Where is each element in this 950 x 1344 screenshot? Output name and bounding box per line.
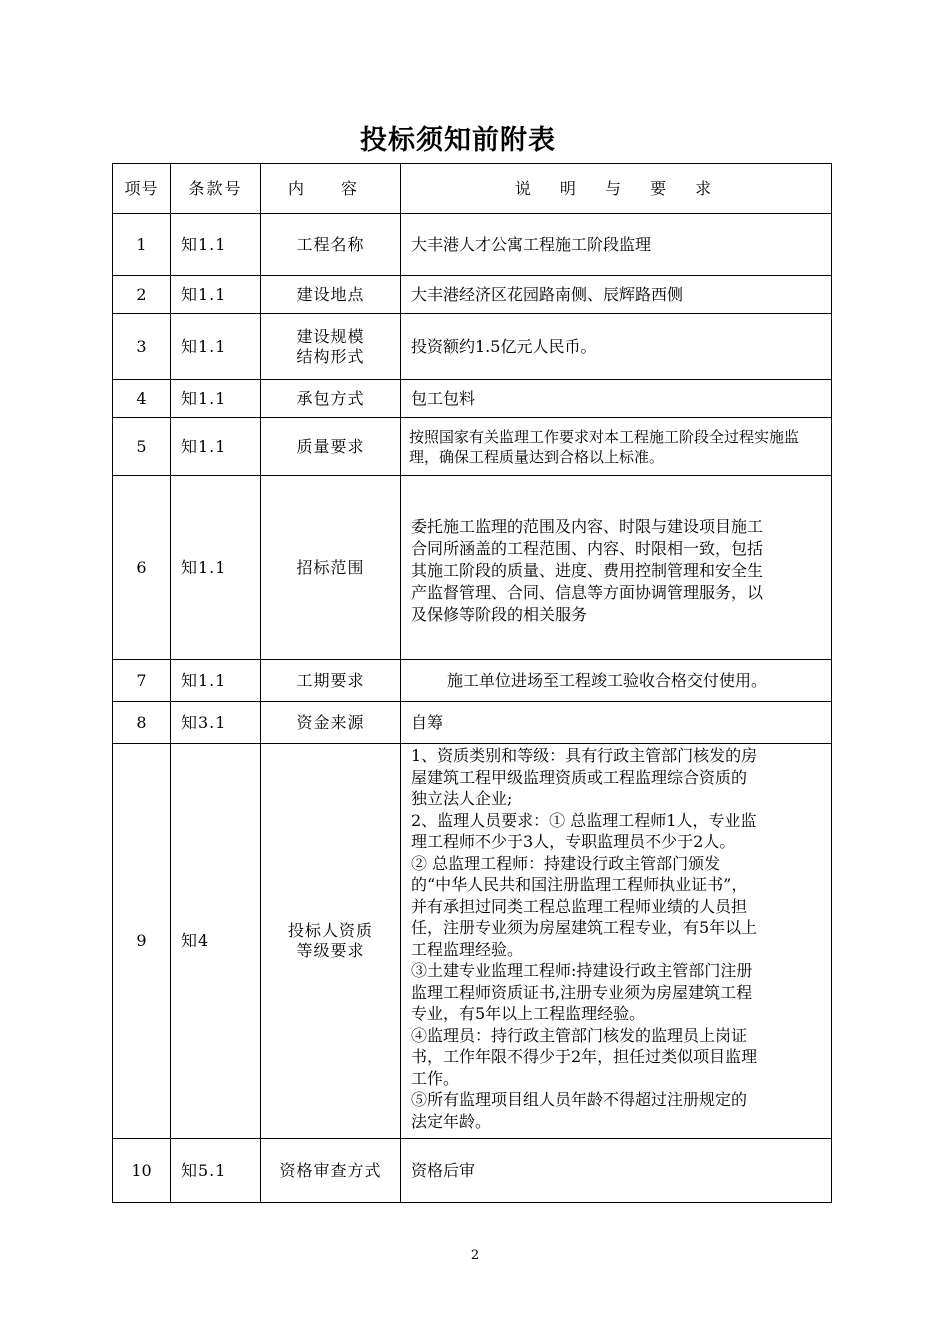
row-no: 9 <box>113 744 171 1139</box>
row-item-line: 投标人资质 <box>287 921 373 940</box>
row-desc: 大丰港人才公寓工程施工阶段监理 <box>401 214 832 276</box>
row-desc-line: 监理工程师资质证书,注册专业须为房屋建筑工程 <box>411 982 753 1002</box>
row-clause: 知4 <box>171 744 261 1139</box>
row-desc-line: 理工程师不少于3人，专职监理员不少于2人。 <box>411 832 736 851</box>
row-desc: 大丰港经济区花园路南侧、辰辉路西侧 <box>401 276 832 314</box>
row-clause: 知5.1 <box>171 1139 261 1203</box>
row-no: 3 <box>113 314 171 380</box>
row-item: 质量要求 <box>261 418 401 476</box>
row-desc-line: 独立法人企业; <box>411 789 513 808</box>
header-item: 内 容 <box>261 164 401 214</box>
row-desc-line: 委托施工监理的范围及内容、时限与建设项目施工 <box>411 517 764 536</box>
row-item <box>261 744 401 1139</box>
row-clause: 知1.1 <box>171 214 261 276</box>
row-clause: 知1.1 <box>171 380 261 418</box>
row-no: 8 <box>113 702 171 744</box>
row-desc <box>401 476 832 660</box>
row-clause: 知3.1 <box>171 702 261 744</box>
table-row <box>113 214 832 276</box>
row-desc: 施工单位进场至工程竣工验收合格交付使用。 <box>401 660 832 702</box>
row-desc-line: ③土建专业监理工程师:持建设行政主管部门注册 <box>411 961 753 980</box>
table-row <box>113 418 832 476</box>
header-desc: 说 明 与 要 求 <box>401 164 832 214</box>
row-clause: 知1.1 <box>171 476 261 660</box>
row-clause: 知1.1 <box>171 276 261 314</box>
table-row <box>113 380 832 418</box>
row-item: 建设地点 <box>261 276 401 314</box>
row-desc-line: 的“中华人民共和国注册监理工程师执业证书”， <box>411 875 748 894</box>
row-desc-line: 2、监理人员要求：① 总监理工程师1人，专业监 <box>411 810 757 830</box>
row-desc-line: 及保修等阶段的相关服务 <box>411 605 588 624</box>
row-desc-line: 产监督管理、合同、信息等方面协调管理服务，以 <box>411 583 764 602</box>
row-desc-line: ② 总监理工程师：持建设行政主管部门颁发 <box>411 853 721 873</box>
row-item: 资格审查方式 <box>261 1139 401 1203</box>
row-item: 承包方式 <box>261 380 401 418</box>
row-desc: 资格后审 <box>401 1139 832 1203</box>
row-desc-line: ⑤所有监理项目组人员年龄不得超过注册规定的 <box>411 1090 748 1109</box>
header-no: 项号 <box>113 164 171 214</box>
row-desc <box>401 744 832 1139</box>
bid-notice-table <box>112 163 832 1203</box>
row-no: 4 <box>113 380 171 418</box>
row-no: 2 <box>113 276 171 314</box>
table-header-row <box>113 164 832 214</box>
row-desc <box>401 418 832 476</box>
row-no: 5 <box>113 418 171 476</box>
table-row <box>113 276 832 314</box>
row-item: 工期要求 <box>261 660 401 702</box>
row-clause: 知1.1 <box>171 314 261 380</box>
row-item <box>261 314 401 380</box>
row-item: 工程名称 <box>261 214 401 276</box>
row-no: 6 <box>113 476 171 660</box>
row-clause: 知1.1 <box>171 418 261 476</box>
table-row <box>113 1139 832 1203</box>
row-desc-line: 工程监理经验。 <box>411 939 524 959</box>
page-number: 2 <box>470 1248 480 1263</box>
row-item: 招标范围 <box>261 476 401 660</box>
row-no: 1 <box>113 214 171 276</box>
table-row <box>113 702 832 744</box>
row-desc: 包工包料 <box>401 380 832 418</box>
table-row <box>113 476 832 660</box>
row-no: 10 <box>113 1139 171 1203</box>
row-desc-line: 任，注册专业须为房屋建筑工程专业，有5年以上 <box>411 918 758 937</box>
row-desc-line: 工作。 <box>411 1068 460 1088</box>
row-no: 7 <box>113 660 171 702</box>
page-title: 投标须知前附表 <box>360 125 556 156</box>
row-desc: 投资额约1.5亿元人民币。 <box>401 314 832 380</box>
row-desc-line: 合同所涵盖的工程范围、内容、时限相一致，包括 <box>411 539 764 558</box>
row-item-line: 结构形式 <box>296 346 365 366</box>
row-desc-line: 书，工作年限不得少于2年，担任过类似项目监理 <box>411 1047 758 1066</box>
row-clause: 知1.1 <box>171 660 261 702</box>
row-item-line: 建设规模 <box>296 326 365 346</box>
row-item-line: 等级要求 <box>296 941 365 960</box>
row-desc-line: 其施工阶段的质量、进度、费用控制管理和安全生 <box>411 561 764 580</box>
table-row <box>113 314 832 380</box>
row-desc: 自筹 <box>401 702 832 744</box>
row-desc-line: 理，确保工程质量达到合格以上标准。 <box>409 447 665 466</box>
row-item: 资金来源 <box>261 702 401 744</box>
row-desc-line: 并有承担过同类工程总监理工程师业绩的人员担 <box>411 896 748 916</box>
row-desc-line: 1、资质类别和等级：具有行政主管部门核发的房 <box>411 746 758 765</box>
table-row <box>113 660 832 702</box>
table-row <box>113 744 832 1139</box>
row-desc-line: 按照国家有关监理工作要求对本工程施工阶段全过程实施监 <box>409 427 800 446</box>
row-desc-line: 屋建筑工程甲级监理资质或工程监理综合资质的 <box>411 767 748 787</box>
row-desc-line: 专业，有5年以上工程监理经验。 <box>411 1004 646 1023</box>
header-clause: 条款号 <box>171 164 261 214</box>
row-desc-line: 法定年龄。 <box>411 1111 492 1131</box>
row-desc-line: ④监理员：持行政主管部门核发的监理员上岗证 <box>411 1025 748 1045</box>
